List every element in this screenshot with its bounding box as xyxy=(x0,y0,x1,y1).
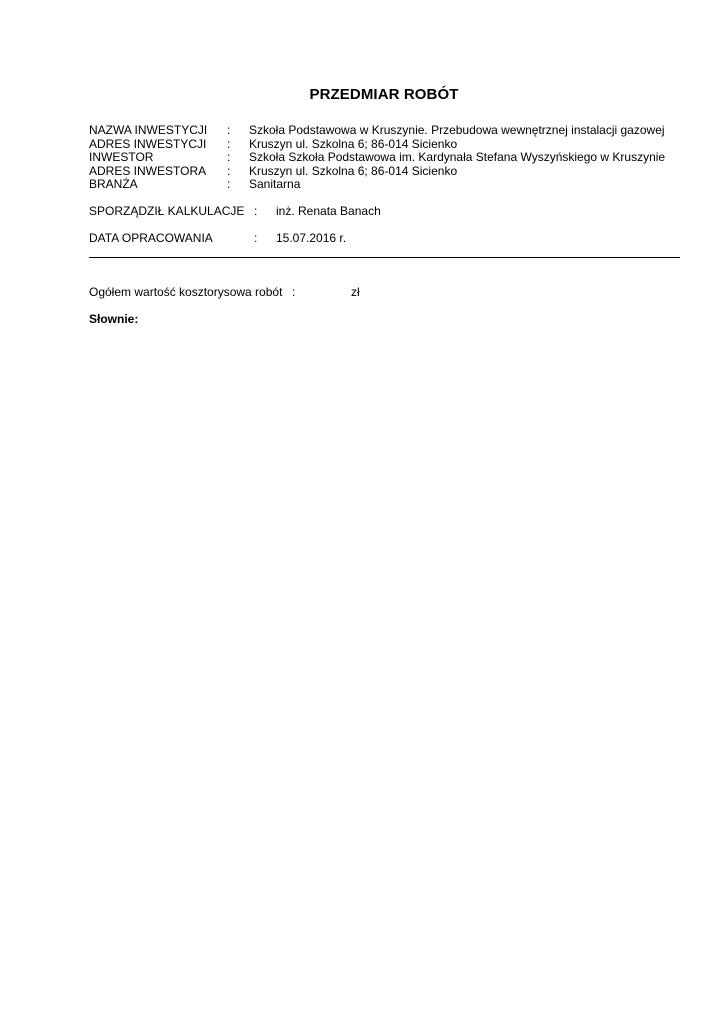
prepared-by-label: SPORZĄDZIŁ KALKULACJE xyxy=(89,204,245,218)
info-colon: : xyxy=(227,163,231,178)
info-value: Sanitarna xyxy=(249,177,301,191)
info-label: NAZWA INWESTYCJI xyxy=(89,123,208,137)
horizontal-divider xyxy=(89,257,680,258)
info-colon: : xyxy=(227,150,231,164)
info-colon: : xyxy=(227,123,231,137)
info-label: ADRES INWESTORA xyxy=(89,163,207,178)
prepared-by-value: inż. Renata Banach xyxy=(276,204,381,218)
date-value: 15.07.2016 r. xyxy=(276,231,347,245)
prepared-by-colon: : xyxy=(254,204,258,218)
info-value: Szkoła Podstawowa w Kruszynie. Przebudowa wewnętrznej instalacji gazowej xyxy=(249,123,665,137)
info-value: Szkoła Szkoła Podstawowa im. Kardynała Stefana Wyszyńskiego w Kruszynie xyxy=(249,150,666,164)
info-colon: : xyxy=(227,177,231,191)
info-colon: : xyxy=(227,136,231,151)
date-label: DATA OPRACOWANIA xyxy=(89,231,213,245)
total-cost-label: Ogółem wartość kosztorysowa robót xyxy=(89,285,283,299)
info-value: Kruszyn ul. Szkolna 6; 86-014 Sicienko xyxy=(249,163,458,178)
info-label: ADRES INWESTYCJI xyxy=(89,136,207,151)
amount-in-words-label: Słownie: xyxy=(89,312,139,326)
document-title: PRZEDMIAR ROBÓT xyxy=(309,86,459,103)
info-label: INWESTOR xyxy=(89,150,154,164)
info-label: BRANŻA xyxy=(89,177,138,191)
total-cost-colon: : xyxy=(292,285,296,299)
date-colon: : xyxy=(254,231,258,245)
info-value: Kruszyn ul. Szkolna 6; 86-014 Sicienko xyxy=(249,136,458,151)
total-cost-unit: zł xyxy=(351,285,360,299)
